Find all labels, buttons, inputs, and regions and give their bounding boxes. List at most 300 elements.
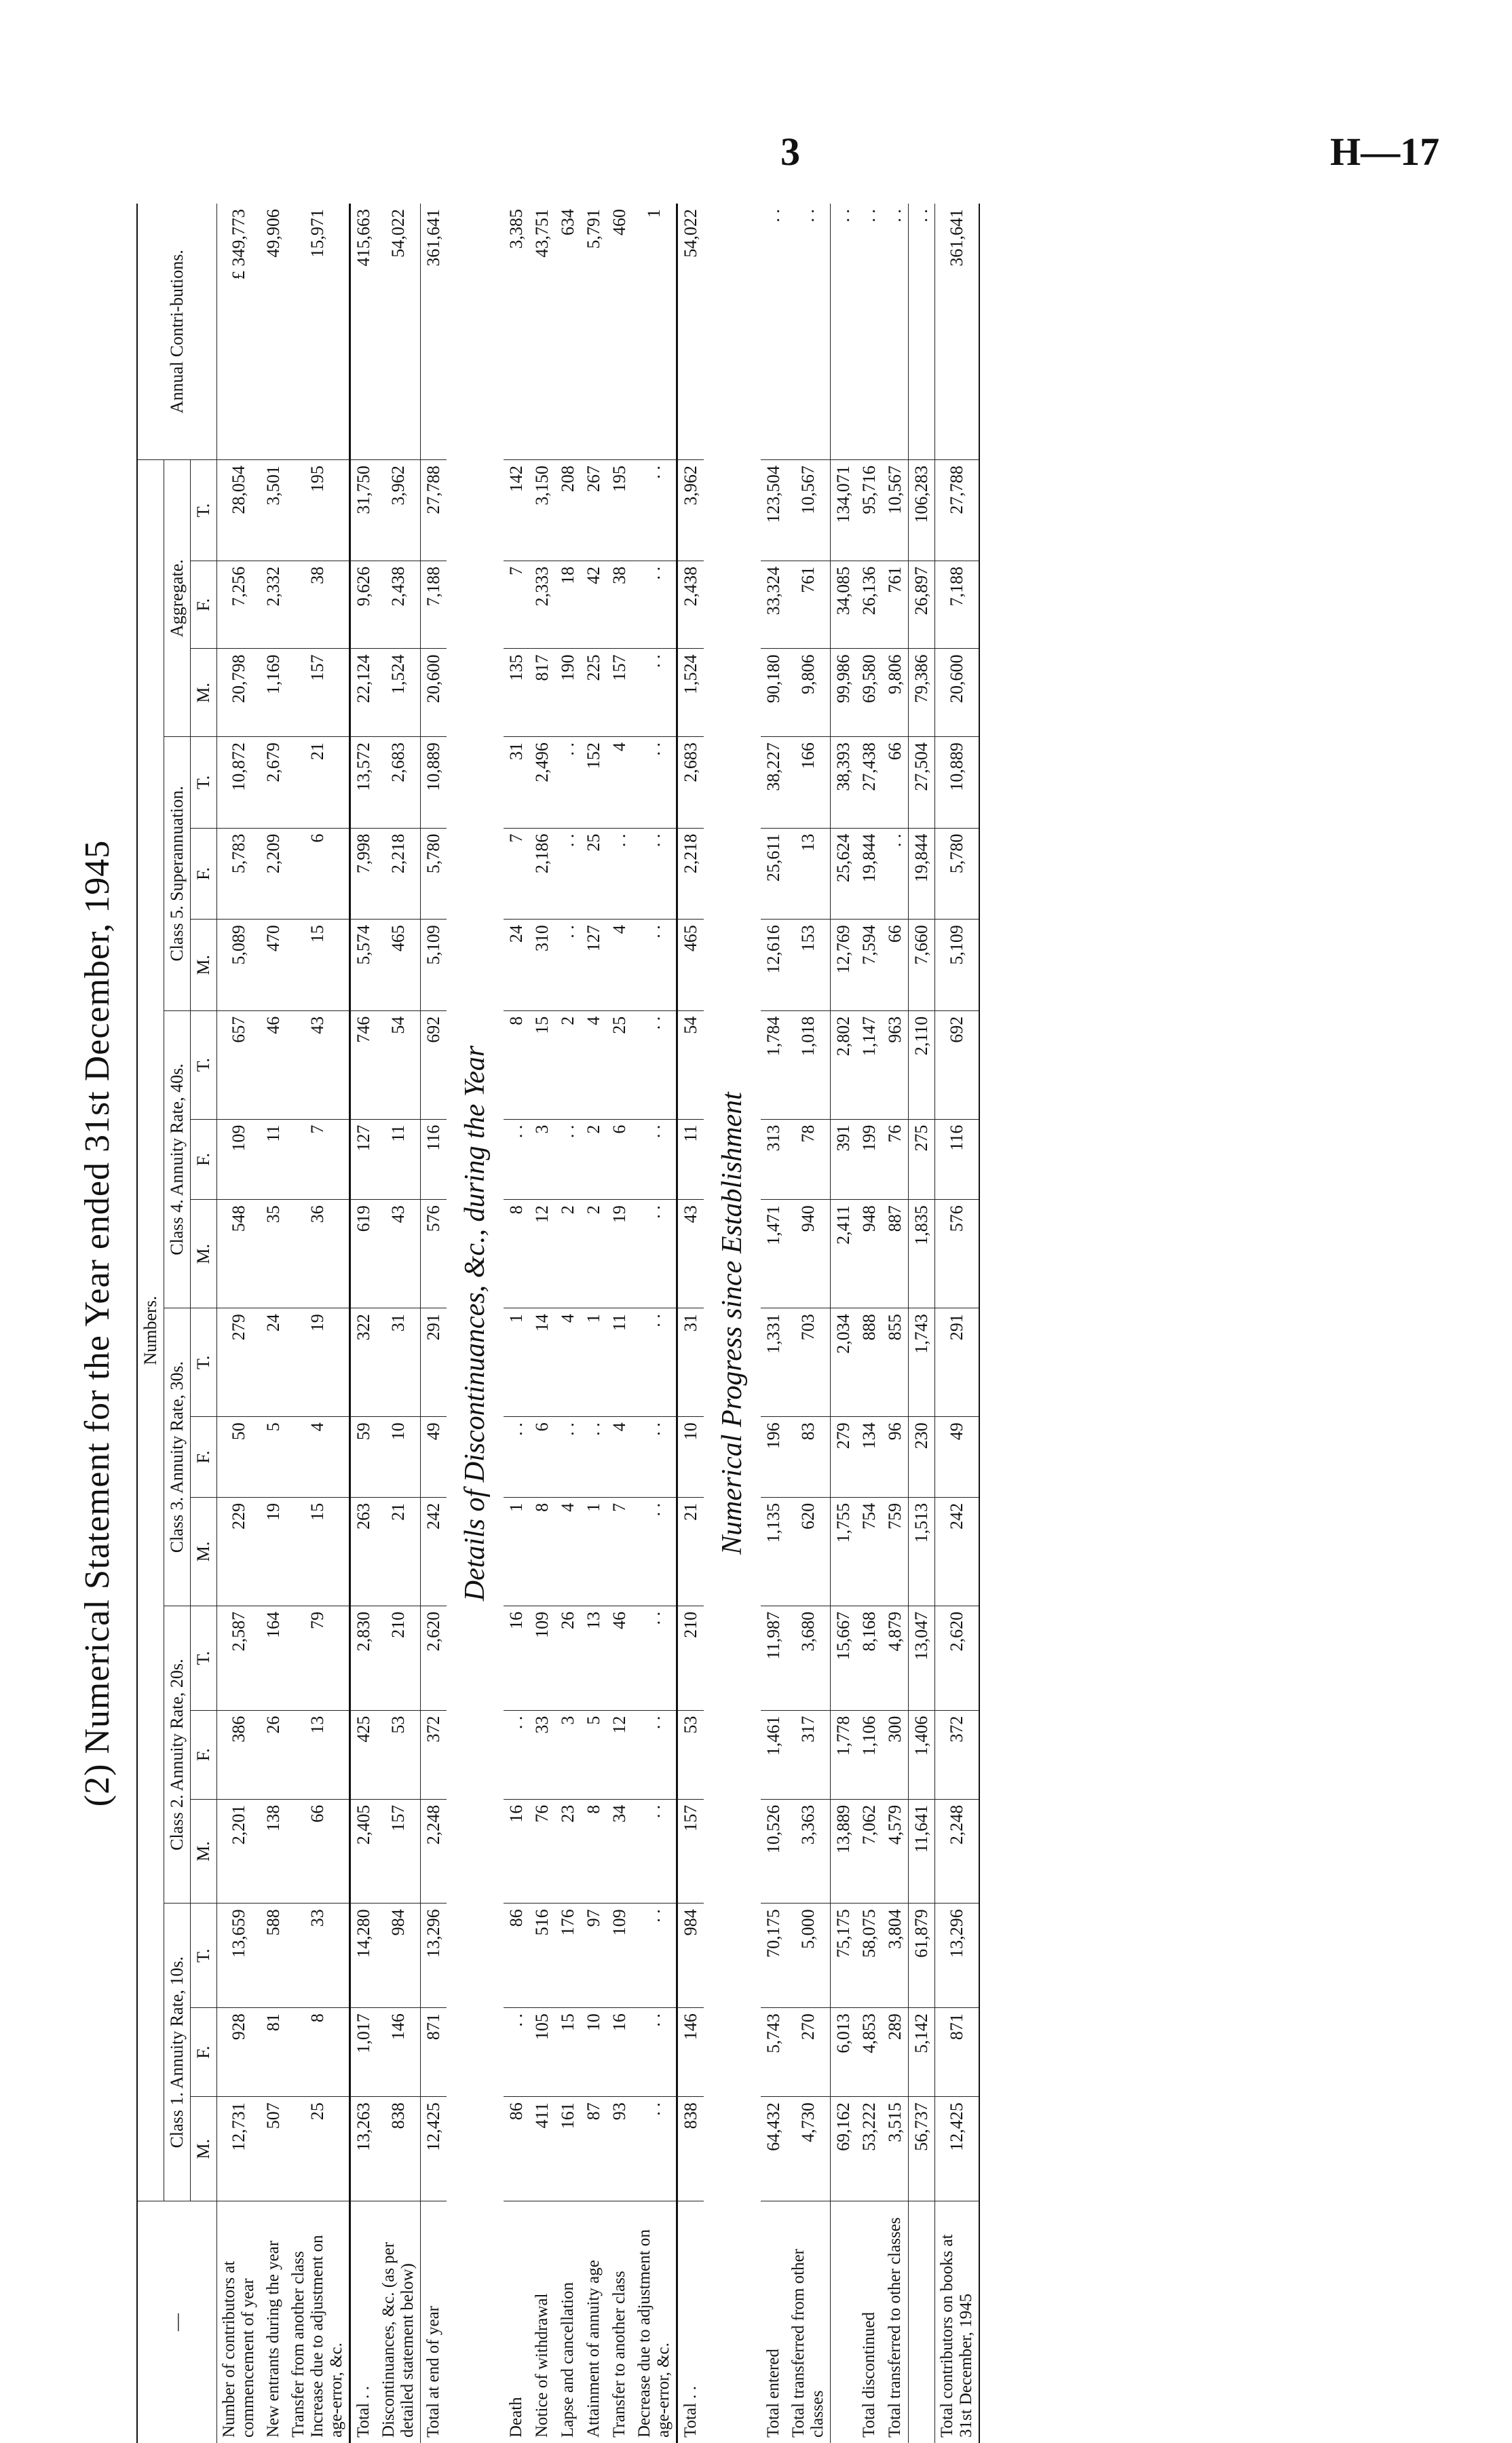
table-cell: 69,580 xyxy=(856,649,882,737)
table-cell: 5,000 xyxy=(787,1904,831,2008)
table-cell: 3,804 xyxy=(882,1904,909,2008)
table-cell: £ 349,773 xyxy=(217,204,261,460)
sub-header-row xyxy=(191,204,217,2443)
table-cell: 42 xyxy=(581,561,607,649)
table-cell: 79,386 xyxy=(909,649,935,737)
table-cell: 1,135 xyxy=(761,1497,787,1606)
table-cell: 6 xyxy=(607,1119,632,1200)
table-cell: 317 xyxy=(787,1710,831,1799)
table-cell: 96 xyxy=(882,1417,909,1498)
sub-header-2-0: M. xyxy=(191,1497,217,1606)
table-cell: . . xyxy=(632,460,677,561)
table-cell: 7 xyxy=(504,828,529,920)
table-cell: 12,769 xyxy=(831,920,857,1011)
table-cell: 1,471 xyxy=(761,1200,787,1308)
table-cell: 2 xyxy=(555,1200,581,1308)
table-cell: 4 xyxy=(607,1417,632,1498)
table-cell: 279 xyxy=(217,1308,261,1417)
table-cell: 109 xyxy=(607,1904,632,2008)
table-cell: 196 xyxy=(761,1417,787,1498)
table-row xyxy=(882,204,909,2443)
table-cell: 1 xyxy=(504,1308,529,1417)
table-cell: 10,872 xyxy=(217,737,261,829)
table-cell: 25 xyxy=(286,2097,350,2201)
table-cell: . . xyxy=(632,1710,677,1799)
table-cell: . . xyxy=(581,1417,607,1498)
table-cell: 195 xyxy=(286,460,350,561)
table-cell: 66 xyxy=(882,737,909,829)
table-cell: 7,660 xyxy=(909,920,935,1011)
table-cell: 14 xyxy=(529,1308,555,1417)
row-label: Death xyxy=(504,2201,529,2443)
table-cell: 210 xyxy=(677,1606,704,1710)
table-cell: 2,110 xyxy=(909,1010,935,1119)
table-cell: 3,680 xyxy=(787,1606,831,1710)
table-cell: 10,889 xyxy=(935,737,980,829)
table-cell: 10 xyxy=(377,1417,421,1498)
table-cell: 26,897 xyxy=(909,561,935,649)
table-cell: 2,332 xyxy=(261,561,286,649)
table-cell: 1,018 xyxy=(787,1010,831,1119)
sub-header-3-0: M. xyxy=(191,1200,217,1308)
sub-header-2-1: F. xyxy=(191,1417,217,1498)
table-cell: 11 xyxy=(677,1119,704,1200)
table-cell: 20,600 xyxy=(421,649,447,737)
table-cell: . . xyxy=(632,1904,677,2008)
table-cell: 195 xyxy=(607,460,632,561)
class-5-header: Class 5. Superannuation. xyxy=(164,737,191,1011)
table-cell: 838 xyxy=(677,2097,704,2201)
table-cell: 56,737 xyxy=(909,2097,935,2201)
table-cell: 10 xyxy=(677,1417,704,1498)
table-cell: 460 xyxy=(607,204,632,460)
table-cell: 69,162 xyxy=(831,2097,857,2201)
row-label: Total at end of year xyxy=(421,2201,447,2443)
table-cell: 31 xyxy=(677,1308,704,1417)
row-label: Number of contributors at commencement of year xyxy=(217,2201,261,2443)
table-cell: 97 xyxy=(581,1904,607,2008)
table-cell: 4 xyxy=(581,1010,607,1119)
table-cell: 27,438 xyxy=(856,737,882,829)
table-cell: 1 xyxy=(581,1308,607,1417)
table-cell: . . xyxy=(787,204,831,460)
sub-header-5-2: T. xyxy=(191,460,217,561)
annual-contributions-header: Annual Contri-butions. xyxy=(137,204,217,460)
table-cell: . . xyxy=(856,204,882,460)
table-cell: 19 xyxy=(286,1308,350,1417)
table-cell: 817 xyxy=(529,649,555,737)
table-cell: 5,783 xyxy=(217,828,261,920)
table-row xyxy=(286,204,350,2443)
sub-header-4-0: M. xyxy=(191,920,217,1011)
table-cell: 157 xyxy=(677,1799,704,1904)
table-cell: 2,620 xyxy=(421,1606,447,1710)
table-cell: 761 xyxy=(882,561,909,649)
table-cell: 1,461 xyxy=(761,1710,787,1799)
table-cell: 746 xyxy=(350,1010,377,1119)
table-cell: 16 xyxy=(504,1799,529,1904)
table-cell: 31 xyxy=(377,1308,421,1417)
table-cell: . . xyxy=(632,1119,677,1200)
table-cell: 13,659 xyxy=(217,1904,261,2008)
table-cell: 3,363 xyxy=(787,1799,831,1904)
table-cell: 19,844 xyxy=(856,828,882,920)
table-cell: 940 xyxy=(787,1200,831,1308)
table-cell: 86 xyxy=(504,2097,529,2201)
table-row xyxy=(350,204,377,2443)
table-cell: 23 xyxy=(555,1799,581,1904)
details-body xyxy=(504,204,704,2443)
table-cell: 871 xyxy=(935,2008,980,2097)
table-cell: . . xyxy=(632,920,677,1011)
table-cell: 21 xyxy=(677,1497,704,1606)
table-cell: 12,425 xyxy=(421,2097,447,2201)
table-cell: 2,679 xyxy=(261,737,286,829)
table-cell: . . xyxy=(882,828,909,920)
table-cell: 19,844 xyxy=(909,828,935,920)
table-cell: 208 xyxy=(555,460,581,561)
table-cell: 49 xyxy=(935,1417,980,1498)
row-label: Total . . xyxy=(350,2201,377,2443)
table-cell: . . xyxy=(632,1308,677,1417)
table-cell: 1 xyxy=(504,1497,529,1606)
table-cell: 984 xyxy=(377,1904,421,2008)
table-cell: 15,971 xyxy=(286,204,350,460)
table-cell: 11 xyxy=(261,1119,286,1200)
table-cell: 26 xyxy=(555,1606,581,1710)
table-cell: 3,385 xyxy=(504,204,529,460)
table-cell: 54,022 xyxy=(377,204,421,460)
numbers-header: Numbers. xyxy=(137,460,164,2201)
statement-title: (2) Numerical Statement for the Year ended 31st December, 1945 xyxy=(77,204,117,2443)
table-cell: . . xyxy=(632,561,677,649)
sub-header-5-1: F. xyxy=(191,561,217,649)
progress-body xyxy=(761,204,979,2443)
table-cell: 1,835 xyxy=(909,1200,935,1308)
table-cell: 2,587 xyxy=(217,1606,261,1710)
table-cell: 93 xyxy=(607,2097,632,2201)
table-cell: 15 xyxy=(555,2008,581,2097)
table-cell: 49 xyxy=(421,1417,447,1498)
table-cell: 4 xyxy=(286,1417,350,1498)
table-cell: 15,667 xyxy=(831,1606,857,1710)
table-cell: 11,641 xyxy=(909,1799,935,1904)
table-cell: 49,906 xyxy=(261,204,286,460)
table-cell: 142 xyxy=(504,460,529,561)
table-cell: 16 xyxy=(504,1606,529,1710)
row-label: Transfer to another class xyxy=(607,2201,632,2443)
table-cell: 25 xyxy=(607,1010,632,1119)
table-cell: 5 xyxy=(581,1710,607,1799)
table-cell: 5,743 xyxy=(761,2008,787,2097)
table-cell: 507 xyxy=(261,2097,286,2201)
details-title: Details of Discontinuances, &c., during the Year xyxy=(447,204,504,2443)
table-cell: 759 xyxy=(882,1497,909,1606)
table-cell: 127 xyxy=(350,1119,377,1200)
row-label: Total transferred to other classes xyxy=(882,2201,909,2443)
table-row xyxy=(377,204,421,2443)
table-cell: 619 xyxy=(350,1200,377,1308)
table-cell: 1,106 xyxy=(856,1710,882,1799)
table-cell: 153 xyxy=(787,920,831,1011)
table-cell: 75,175 xyxy=(831,1904,857,2008)
table-cell: 8 xyxy=(286,2008,350,2097)
table-cell: 4,879 xyxy=(882,1606,909,1710)
table-cell: 99,986 xyxy=(831,649,857,737)
table-cell: 1,743 xyxy=(909,1308,935,1417)
table-cell: 3 xyxy=(529,1119,555,1200)
table-cell: 15 xyxy=(529,1010,555,1119)
table-cell: 166 xyxy=(787,737,831,829)
table-cell: 38 xyxy=(286,561,350,649)
row-label: Discontinuances, &c. (as per detailed statement below) xyxy=(377,2201,421,2443)
table-cell: 361,641 xyxy=(421,204,447,460)
table-cell: 5,780 xyxy=(935,828,980,920)
table-cell: 871 xyxy=(421,2008,447,2097)
table-row xyxy=(677,204,704,2443)
table-cell: 46 xyxy=(261,1010,286,1119)
table-cell: 391 xyxy=(831,1119,857,1200)
table-cell: 21 xyxy=(286,737,350,829)
table-cell: 59 xyxy=(350,1417,377,1498)
table-cell: 2 xyxy=(581,1200,607,1308)
table-cell: . . xyxy=(632,1606,677,1710)
table-cell: 270 xyxy=(787,2008,831,2097)
row-label: Total entered xyxy=(761,2201,787,2443)
table-cell: 46 xyxy=(607,1606,632,1710)
table-row xyxy=(856,204,882,2443)
table-cell: 8 xyxy=(529,1497,555,1606)
table-cell: 33 xyxy=(529,1710,555,1799)
table-row xyxy=(581,204,607,2443)
table-cell: 43 xyxy=(677,1200,704,1308)
row-label: New entrants during the year xyxy=(261,2201,286,2443)
table-cell: 10 xyxy=(581,2008,607,2097)
table-cell: 8 xyxy=(504,1010,529,1119)
table-cell: 7,062 xyxy=(856,1799,882,1904)
table-cell: 2,496 xyxy=(529,737,555,829)
table-cell: 361,641 xyxy=(935,204,980,460)
table-cell: 95,716 xyxy=(856,460,882,561)
table-cell: 1 xyxy=(632,204,677,460)
sub-header-0-1: F. xyxy=(191,2008,217,2097)
table-cell: 64,432 xyxy=(761,2097,787,2201)
table-cell: 53,222 xyxy=(856,2097,882,2201)
table-cell: 26,136 xyxy=(856,561,882,649)
table-cell: 7 xyxy=(607,1497,632,1606)
table-cell: 43,751 xyxy=(529,204,555,460)
table-cell: 984 xyxy=(677,1904,704,2008)
table-cell: 10,526 xyxy=(761,1799,787,1904)
table-cell: 12,425 xyxy=(935,2097,980,2201)
table-cell: 2,333 xyxy=(529,561,555,649)
table-cell: 1,147 xyxy=(856,1010,882,1119)
table-cell: 855 xyxy=(882,1308,909,1417)
table-cell: 10,567 xyxy=(882,460,909,561)
table-cell: 15 xyxy=(286,920,350,1011)
table-cell: 4 xyxy=(555,1497,581,1606)
table-cell: 2 xyxy=(581,1119,607,1200)
sub-header-2-2: T. xyxy=(191,1308,217,1417)
table-cell: 4,730 xyxy=(787,2097,831,2201)
table-cell: 70,175 xyxy=(761,1904,787,2008)
table-cell: 54,022 xyxy=(677,204,704,460)
table-cell: . . xyxy=(555,1417,581,1498)
table-cell: 138 xyxy=(261,1799,286,1904)
table-cell: . . xyxy=(632,737,677,829)
table-cell: 1,169 xyxy=(261,649,286,737)
table-cell: 66 xyxy=(882,920,909,1011)
table-cell: 2,830 xyxy=(350,1606,377,1710)
sub-header-1-2: T. xyxy=(191,1606,217,1710)
table-cell: 1,784 xyxy=(761,1010,787,1119)
table-cell: 291 xyxy=(935,1308,980,1417)
table-cell: 2,218 xyxy=(677,828,704,920)
table-cell: 10,889 xyxy=(421,737,447,829)
table-cell: 267 xyxy=(581,460,607,561)
table-cell: 1,778 xyxy=(831,1710,857,1799)
sub-header-4-2: T. xyxy=(191,737,217,829)
table-cell: 516 xyxy=(529,1904,555,2008)
table-cell: 134 xyxy=(856,1417,882,1498)
table-cell: 291 xyxy=(421,1308,447,1417)
table-cell: 27,788 xyxy=(421,460,447,561)
table-cell: 11 xyxy=(607,1308,632,1417)
table-cell: 13 xyxy=(581,1606,607,1710)
table-cell: 4,853 xyxy=(856,2008,882,2097)
table-cell: 692 xyxy=(935,1010,980,1119)
table-cell: 888 xyxy=(856,1308,882,1417)
table-cell: 83 xyxy=(787,1417,831,1498)
table-cell: 15 xyxy=(286,1497,350,1606)
sub-header-1-1: F. xyxy=(191,1710,217,1799)
table-cell: 76 xyxy=(882,1119,909,1200)
table-cell: 38 xyxy=(607,561,632,649)
table-cell: . . xyxy=(632,828,677,920)
table-cell: . . xyxy=(504,1119,529,1200)
table-cell: 838 xyxy=(377,2097,421,2201)
table-cell: 127 xyxy=(581,920,607,1011)
table-cell: 1,331 xyxy=(761,1308,787,1417)
table-cell: 465 xyxy=(677,920,704,1011)
table-cell: 31,750 xyxy=(350,460,377,561)
table-cell: 34 xyxy=(607,1799,632,1904)
table-cell: 4 xyxy=(555,1308,581,1417)
table-cell: 1,017 xyxy=(350,2008,377,2097)
table-cell: 1 xyxy=(581,1497,607,1606)
table-cell: 5,142 xyxy=(909,2008,935,2097)
table-cell: 4 xyxy=(607,737,632,829)
table-cell: 3,150 xyxy=(529,460,555,561)
table-cell: 105 xyxy=(529,2008,555,2097)
table-cell: 548 xyxy=(217,1200,261,1308)
table-row xyxy=(909,204,935,2443)
table-cell: 2,620 xyxy=(935,1606,980,1710)
table-cell: 10,567 xyxy=(787,460,831,561)
table-cell: 27,788 xyxy=(935,460,980,561)
table-row xyxy=(261,204,286,2443)
table-cell: . . xyxy=(831,204,857,460)
table-cell: . . xyxy=(632,1497,677,1606)
table-row xyxy=(529,204,555,2443)
table-cell: . . xyxy=(909,204,935,460)
table-cell: 176 xyxy=(555,1904,581,2008)
table-cell: 87 xyxy=(581,2097,607,2201)
sub-header-3-1: F. xyxy=(191,1119,217,1200)
table-cell: 963 xyxy=(882,1010,909,1119)
table-cell: 135 xyxy=(504,649,529,737)
table-cell: 26 xyxy=(261,1710,286,1799)
table-cell: 4,579 xyxy=(882,1799,909,1904)
table-cell: . . xyxy=(555,828,581,920)
table-cell: 1,406 xyxy=(909,1710,935,1799)
row-label: Decrease due to adjustment on age-error, &c. xyxy=(632,2201,677,2443)
table-cell: . . xyxy=(504,1710,529,1799)
table-cell: 1,524 xyxy=(677,649,704,737)
table-cell: 12 xyxy=(607,1710,632,1799)
table-cell: 13 xyxy=(286,1710,350,1799)
table-cell: 703 xyxy=(787,1308,831,1417)
row-label: Transfer from another class Increase due to adjustment on age-error, &c. xyxy=(286,2201,350,2443)
table-cell: . . xyxy=(632,1417,677,1498)
table-cell: 2,209 xyxy=(261,828,286,920)
table-cell: 754 xyxy=(856,1497,882,1606)
table-cell: 61,879 xyxy=(909,1904,935,2008)
class-4-header: Class 4. Annuity Rate, 40s. xyxy=(164,1010,191,1308)
table-cell: 50 xyxy=(217,1417,261,1498)
table-cell: 3,962 xyxy=(377,460,421,561)
table-cell: 157 xyxy=(286,649,350,737)
table-cell: 2,201 xyxy=(217,1799,261,1904)
table-cell: . . xyxy=(555,737,581,829)
table-cell: . . xyxy=(632,1799,677,1904)
table-cell: 415,663 xyxy=(350,204,377,460)
table-cell: 5 xyxy=(261,1417,286,1498)
table-cell: 425 xyxy=(350,1710,377,1799)
table-cell: 8,168 xyxy=(856,1606,882,1710)
table-cell: . . xyxy=(632,1200,677,1308)
table-row xyxy=(761,204,787,2443)
table-cell: 13,572 xyxy=(350,737,377,829)
table-cell: 34,085 xyxy=(831,561,857,649)
table-cell: 3,962 xyxy=(677,460,704,561)
table-cell: 13,296 xyxy=(421,1904,447,2008)
table-cell: 109 xyxy=(217,1119,261,1200)
table-cell: 18 xyxy=(555,561,581,649)
table-cell: 86 xyxy=(504,1904,529,2008)
table-cell: 2,802 xyxy=(831,1010,857,1119)
sub-header-1-0: M. xyxy=(191,1799,217,1904)
table-cell: 7 xyxy=(504,561,529,649)
table-cell: 54 xyxy=(377,1010,421,1119)
table-cell: 9,806 xyxy=(882,649,909,737)
table-cell: 6 xyxy=(529,1417,555,1498)
table-cell: 2,248 xyxy=(421,1799,447,1904)
table-cell: 5,109 xyxy=(935,920,980,1011)
table-cell: 157 xyxy=(607,649,632,737)
table-cell: 7,256 xyxy=(217,561,261,649)
table-cell: 2,438 xyxy=(677,561,704,649)
table-cell: 146 xyxy=(677,2008,704,2097)
table-cell: 14,280 xyxy=(350,1904,377,2008)
row-label: Attainment of annuity age xyxy=(581,2201,607,2443)
table-row xyxy=(504,204,529,2443)
table-cell: 289 xyxy=(882,2008,909,2097)
table-cell: 31 xyxy=(504,737,529,829)
table-cell: 21 xyxy=(377,1497,421,1606)
table-cell: 24 xyxy=(261,1308,286,1417)
table-cell: 25 xyxy=(581,828,607,920)
